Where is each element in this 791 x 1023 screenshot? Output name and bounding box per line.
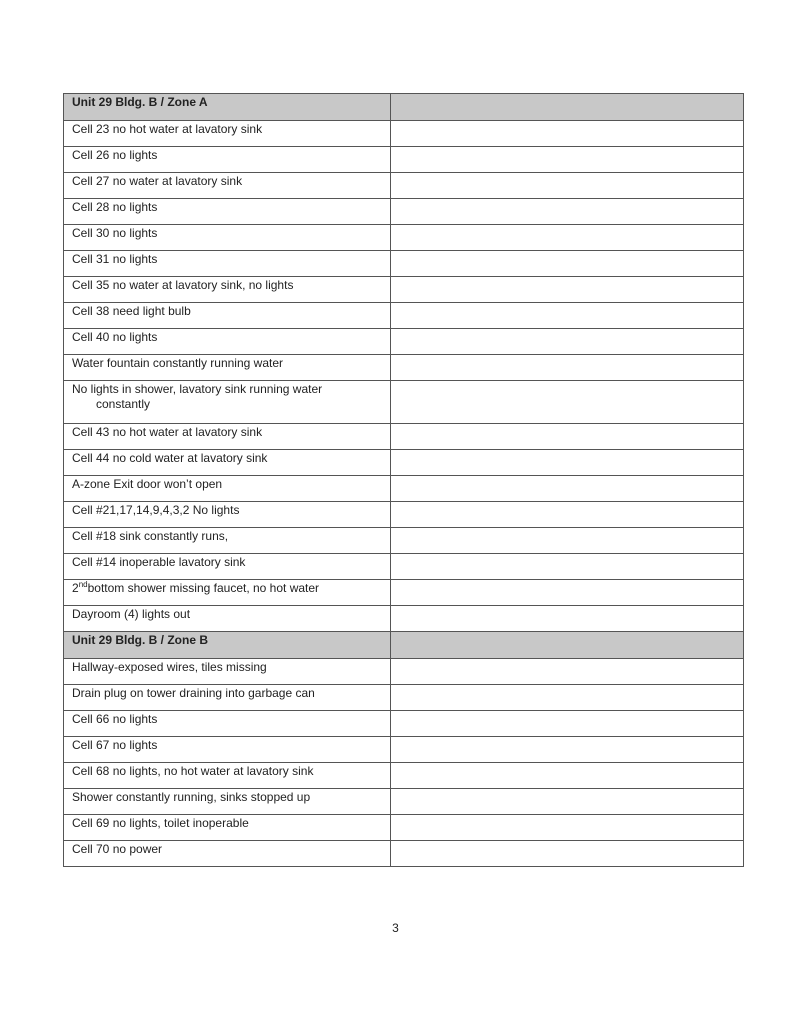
issue-text: Cell 38 need light bulb	[72, 304, 191, 318]
table-row	[64, 737, 744, 763]
blank-cell	[391, 381, 744, 424]
table-row	[64, 450, 744, 476]
table-row	[64, 815, 744, 841]
ordinal-number: 2	[72, 581, 79, 595]
issue-text: Shower constantly running, sinks stopped up	[72, 790, 311, 804]
table-row	[64, 476, 744, 502]
issue-description-cell	[64, 815, 391, 841]
blank-cell	[391, 685, 744, 711]
section-title: Unit 29 Bldg. B / Zone B	[64, 632, 391, 659]
table-row	[64, 303, 744, 329]
table-row	[64, 355, 744, 381]
blank-cell	[391, 303, 744, 329]
table-row	[64, 659, 744, 685]
issue-description-cell	[64, 711, 391, 737]
issue-text: Cell 69 no lights, toilet inoperable	[72, 816, 249, 830]
issue-text: Cell 31 no lights	[72, 252, 158, 266]
blank-cell	[391, 528, 744, 554]
table-row	[64, 711, 744, 737]
section-header-row	[64, 632, 744, 659]
section-header-blank-cell	[391, 94, 744, 121]
table-row	[64, 251, 744, 277]
blank-cell	[391, 502, 744, 528]
table-row	[64, 763, 744, 789]
blank-cell	[391, 355, 744, 381]
blank-cell	[391, 789, 744, 815]
issue-text: Cell 30 no lights	[72, 226, 158, 240]
issue-text: Cell 28 no lights	[72, 200, 158, 214]
blank-cell	[391, 659, 744, 685]
issue-text: Water fountain constantly running water	[72, 356, 284, 370]
issue-text: Cell 35 no water at lavatory sink, no lights	[72, 278, 294, 292]
issue-description-cell	[64, 841, 391, 867]
table-row	[64, 554, 744, 580]
issue-description-cell	[64, 424, 391, 450]
issue-description-cell	[64, 502, 391, 528]
table-row	[64, 381, 744, 424]
table-row	[64, 789, 744, 815]
issue-text: No lights in shower, lavatory sink running water	[72, 382, 323, 396]
issue-text: Cell 27 no water at lavatory sink	[72, 174, 243, 188]
issue-description-cell	[64, 381, 391, 424]
issue-description-cell	[64, 355, 391, 381]
issue-text: Cell 23 no hot water at lavatory sink	[72, 122, 263, 136]
blank-cell	[391, 121, 744, 147]
issue-description-cell	[64, 225, 391, 251]
issue-text: Cell 66 no lights	[72, 712, 158, 726]
blank-cell	[391, 424, 744, 450]
issue-description-cell	[64, 685, 391, 711]
issue-text: Cell 70 no power	[72, 842, 163, 856]
blank-cell	[391, 147, 744, 173]
work-order-table-body	[64, 94, 744, 867]
table-row	[64, 147, 744, 173]
blank-cell	[391, 554, 744, 580]
blank-cell	[391, 450, 744, 476]
blank-cell	[391, 476, 744, 502]
section-title: Unit 29 Bldg. B / Zone A	[64, 94, 391, 121]
blank-cell	[391, 329, 744, 355]
table-row	[64, 173, 744, 199]
table-row	[64, 528, 744, 554]
issue-text: Cell #18 sink constantly runs,	[72, 529, 229, 543]
table-row	[64, 685, 744, 711]
issue-text: Cell 43 no hot water at lavatory sink	[72, 425, 263, 439]
issue-text: Dayroom (4) lights out	[72, 607, 191, 621]
issue-description-cell	[64, 199, 391, 225]
blank-cell	[391, 841, 744, 867]
issue-description-cell	[64, 476, 391, 502]
issue-text: Drain plug on tower draining into garbage can	[72, 686, 315, 700]
issue-text: A-zone Exit door won’t open	[72, 477, 223, 491]
table-row	[64, 606, 744, 632]
issue-text-continuation: constantly	[96, 397, 151, 411]
blank-cell	[391, 225, 744, 251]
table-row	[64, 277, 744, 303]
issue-text: Cell #21,17,14,9,4,3,2 No lights	[72, 503, 240, 517]
blank-cell	[391, 277, 744, 303]
issue-text: Hallway-exposed wires, tiles missing	[72, 660, 267, 674]
issue-description-cell	[64, 789, 391, 815]
issue-text: Cell 67 no lights	[72, 738, 158, 752]
table-row	[64, 580, 744, 606]
issue-text: Cell #14 inoperable lavatory sink	[72, 555, 246, 569]
table-row	[64, 424, 744, 450]
issue-description-cell	[64, 554, 391, 580]
issue-description-cell	[64, 528, 391, 554]
blank-cell	[391, 580, 744, 606]
issue-text: bottom shower missing faucet, no hot water	[87, 581, 320, 595]
blank-cell	[391, 815, 744, 841]
blank-cell	[391, 251, 744, 277]
issue-text: Cell 40 no lights	[72, 330, 158, 344]
issue-description-cell	[64, 173, 391, 199]
blank-cell	[391, 711, 744, 737]
blank-cell	[391, 199, 744, 225]
issue-text: Cell 44 no cold water at lavatory sink	[72, 451, 268, 465]
blank-cell	[391, 173, 744, 199]
issue-text: Cell 68 no lights, no hot water at lavatory sink	[72, 764, 314, 778]
issue-description-cell	[64, 606, 391, 632]
issue-description-cell	[64, 277, 391, 303]
section-header-blank-cell	[391, 632, 744, 659]
issue-description-cell	[64, 329, 391, 355]
issue-description-cell	[64, 737, 391, 763]
section-header-row	[64, 94, 744, 121]
ordinal-suffix: nd	[78, 580, 88, 589]
blank-cell	[391, 606, 744, 632]
issue-description-cell	[64, 147, 391, 173]
work-order-table	[63, 93, 744, 867]
blank-cell	[391, 737, 744, 763]
table-row	[64, 121, 744, 147]
table-row	[64, 199, 744, 225]
issue-description-cell	[64, 251, 391, 277]
table-row	[64, 225, 744, 251]
issue-description-cell	[64, 121, 391, 147]
table-row	[64, 841, 744, 867]
issue-description-cell	[64, 580, 391, 606]
table-row	[64, 502, 744, 528]
table-row	[64, 329, 744, 355]
blank-cell	[391, 763, 744, 789]
issue-description-cell	[64, 303, 391, 329]
issue-description-cell	[64, 659, 391, 685]
issue-description-cell	[64, 763, 391, 789]
issue-text: Cell 26 no lights	[72, 148, 158, 162]
page-number: 3	[392, 921, 399, 935]
issue-description-cell	[64, 450, 391, 476]
